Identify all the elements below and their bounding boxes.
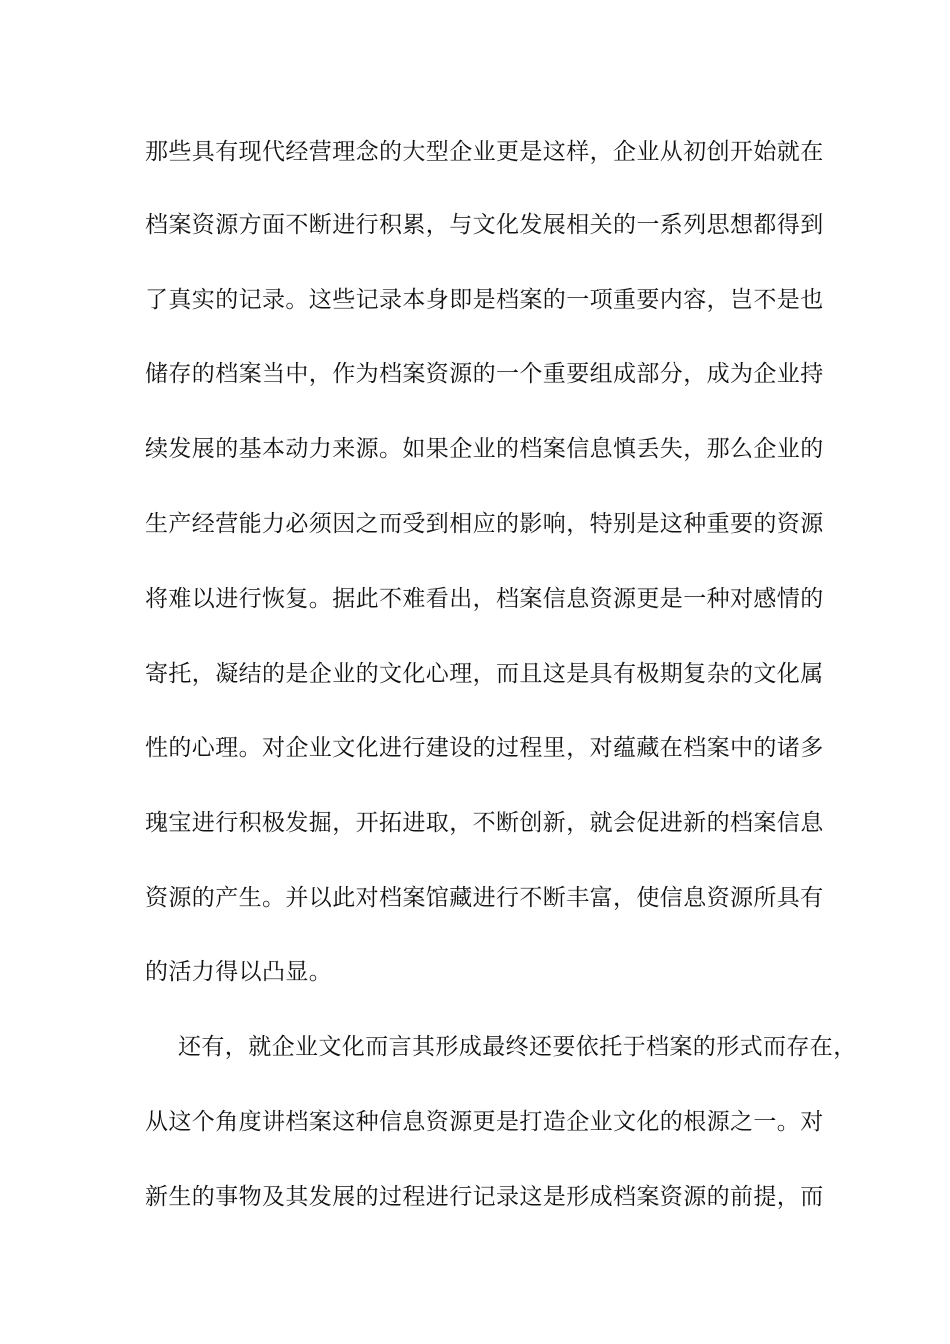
paragraph-line: 还有，就企业文化而言其形成最终还要依托于档案的形式而存在， <box>178 1034 857 1060</box>
paragraph-line: 寄托，凝结的是企业的文化心理，而且这是具有极期复杂的文化属 <box>145 661 824 687</box>
paragraph-line: 生产经营能力必须因之而受到相应的影响，特别是这种重要的资源 <box>145 511 824 537</box>
paragraph-line: 续发展的基本动力来源。如果企业的档案信息慎丢失，那么企业的 <box>145 436 824 462</box>
paragraph-line: 新生的事物及其发展的过程进行记录这是形成档案资源的前提，而 <box>145 1184 824 1210</box>
paragraph-line: 从这个角度讲档案这种信息资源更是打造企业文化的根源之一。对 <box>145 1109 824 1135</box>
paragraph-line: 了真实的记录。这些记录本身即是档案的一项重要内容，岂不是也 <box>145 287 824 313</box>
paragraph-line: 资源的产生。并以此对档案馆藏进行不断丰富，使信息资源所具有 <box>145 885 824 911</box>
paragraph-line: 储存的档案当中，作为档案资源的一个重要组成部分，成为企业持 <box>145 361 824 387</box>
paragraph-line: 将难以进行恢复。据此不难看出，档案信息资源更是一种对感情的 <box>145 586 824 612</box>
paragraph-line: 瑰宝进行积极发掘，开拓进取，不断创新，就会促进新的档案信息 <box>145 810 824 836</box>
paragraph-line: 档案资源方面不断进行积累，与文化发展相关的一系列思想都得到 <box>145 212 824 238</box>
paragraph-line: 的活力得以凸显。 <box>145 959 333 985</box>
paragraph-line: 那些具有现代经营理念的大型企业更是这样，企业从初创开始就在 <box>145 139 824 165</box>
paragraph-line: 性的心理。对企业文化进行建设的过程里，对蕴藏在档案中的诸多 <box>145 735 824 761</box>
